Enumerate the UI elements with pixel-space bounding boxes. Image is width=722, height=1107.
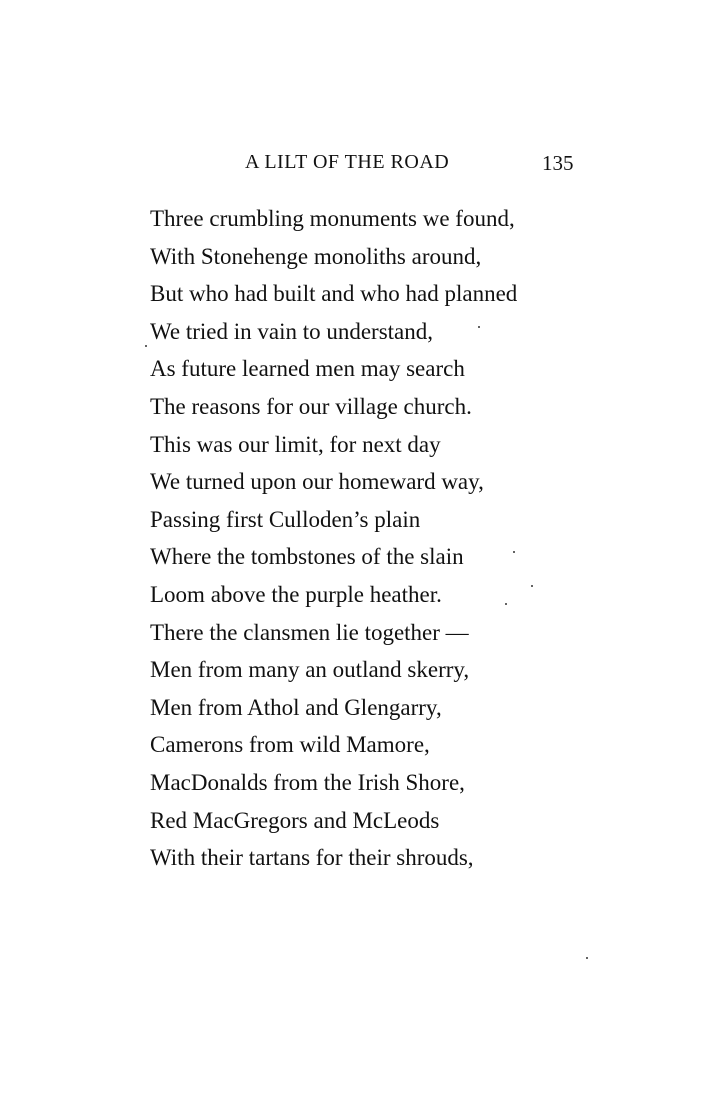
poem-line: Where the tombstones of the slain [150,544,464,570]
poem-line: Men from many an outland skerry, [150,657,470,683]
poem-line: Passing first Culloden’s plain [150,506,421,532]
poem-line: With Stonehenge monoliths around, [150,243,482,269]
poem-line: But who had built and who had planned [150,281,518,307]
poem-line: Men from Athol and Glengarry, [150,694,442,720]
poem-line: There the clansmen lie together — [150,619,469,645]
poem-line: As future learned men may search [150,356,465,382]
poem-line: Three crumbling monuments we found, [150,206,515,231]
scan-speck [505,603,507,605]
poem-line: Camerons from wild Mamore, [150,732,430,758]
running-head-title: A LILT OF THE ROAD [245,151,450,173]
scan-speck [145,345,147,347]
page-number: 135 [542,151,574,175]
scan-speck [586,957,588,959]
poem-line: This was our limit, for next day [150,431,441,457]
poem-line: The reasons for our village church. [150,393,472,419]
poem-line: Loom above the purple heather. [150,581,442,607]
poem-line: We tried in vain to understand, [150,318,434,344]
poem-line: Red MacGregors and McLeods [150,807,440,833]
scan-speck [531,585,533,587]
poem-line: We turned upon our homeward way, [150,469,484,495]
poem-body [150,200,620,877]
scan-speck [513,551,515,553]
poem-line: MacDonalds from the Irish Shore, [150,769,465,795]
poem-line: With their tartans for their shrouds, [150,845,474,871]
scan-speck [478,326,480,328]
